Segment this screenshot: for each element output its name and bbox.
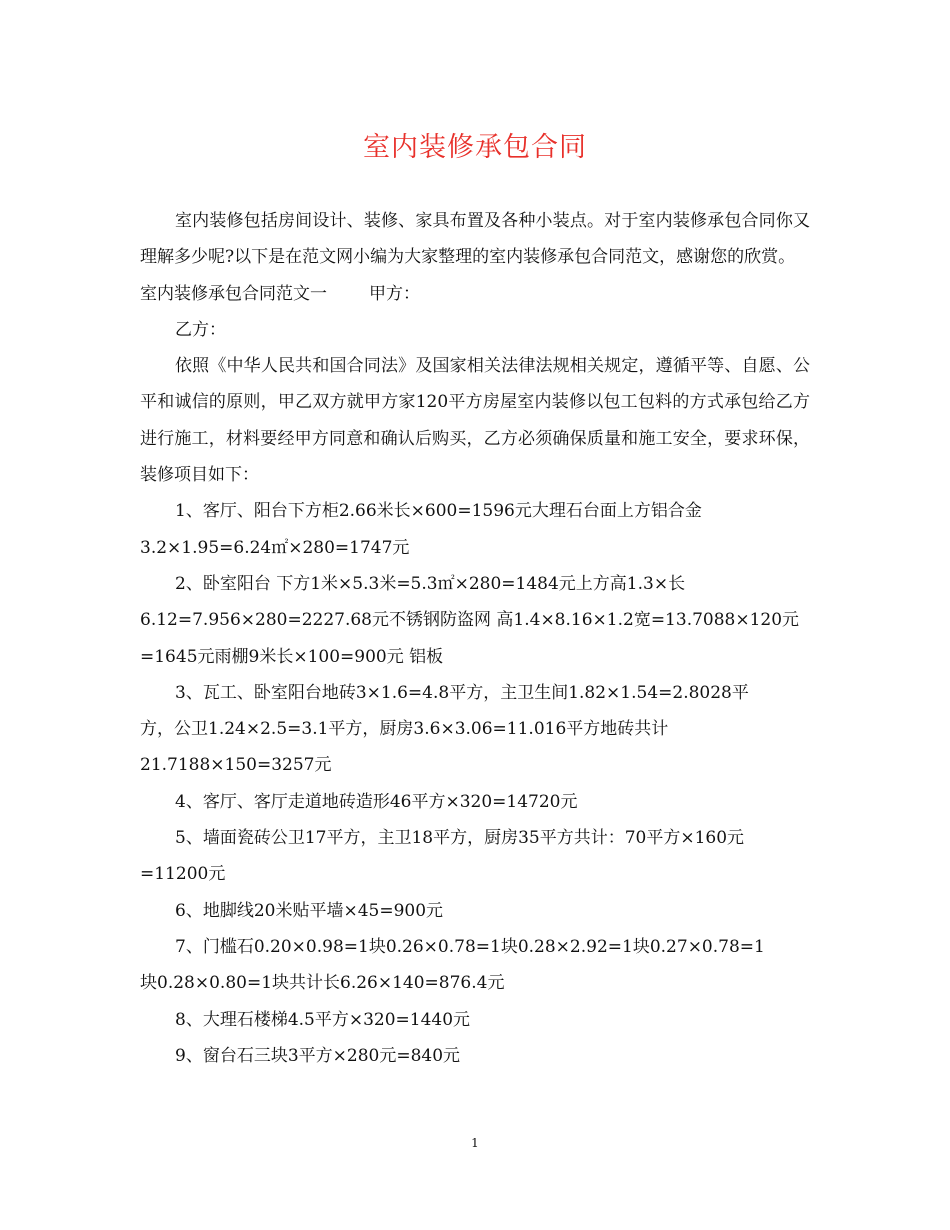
page-number: 1 xyxy=(471,1136,479,1150)
item-line: 5、墙面瓷砖公卫17平方，主卫18平方，厨房35平方共计：70平方×160元 xyxy=(175,828,745,849)
item-line: 7、门槛石0.20×0.98=1块0.26×0.78=1块0.28×2.92=1块0.27×0.78=1 xyxy=(175,936,765,957)
item-line: 6.12=7.956×280=2227.68元不锈钢防盗网 高1.4×8.16×1.2宽=13.7088×120元 xyxy=(140,610,800,631)
item-line: =11200元 xyxy=(140,864,226,885)
item-4 xyxy=(140,784,810,820)
item-9 xyxy=(140,1038,810,1074)
item-2 xyxy=(140,566,810,675)
item-8 xyxy=(140,1002,810,1038)
item-line: 1、客厅、阳台下方柜2.66米长×600=1596元大理石台面上方铝合金 xyxy=(175,501,702,522)
item-line: 块0.28×0.80=1块共计长6.26×140=876.4元 xyxy=(140,973,505,994)
intro-paragraph: 室内装修包括房间设计、装修、家具布置及各种小装点。对于室内装修承包合同你又理解多少呢?以下是在范文网小编为大家整理的室内装修承包合同范文，感谢您的欣赏。 xyxy=(140,211,810,268)
item-7 xyxy=(140,929,810,1002)
item-3 xyxy=(140,675,810,784)
item-line: 2、卧室阳台 下方1米×5.3米=5.3㎡×280=1484元上方高1.3×长 xyxy=(175,573,686,594)
item-line: 21.7188×150=3257元 xyxy=(140,755,332,776)
preamble-paragraph: 依照《中华人民共和国合同法》及国家相关法律法规相关规定，遵循平等、自愿、公平和诚信的原则，甲乙双方就甲方家120平方房屋室内装修以包工包料的方式承包给乙方进行施工，材料要经甲方同意和确认后购买，乙方必须确保质量和施工安全，要求环保，装修项目如下： xyxy=(140,356,810,486)
party-b-label: 乙方： xyxy=(175,319,226,340)
document-title: 室内装修承包合同 xyxy=(363,132,587,163)
item-line: 6、地脚线20米贴平墙×45=900元 xyxy=(175,900,444,921)
item-line: 方，公卫1.24×2.5=3.1平方，厨房3.6×3.06=11.016平方地砖共计 xyxy=(140,719,669,740)
party-a-label: 甲方： xyxy=(369,283,420,304)
item-line: 4、客厅、客厅走道地砖造形46平方×320=14720元 xyxy=(175,791,578,812)
item-1 xyxy=(140,493,810,566)
sample-heading-line xyxy=(140,276,810,312)
item-line: 8、大理石楼梯4.5平方×320=1440元 xyxy=(175,1009,471,1030)
item-6 xyxy=(140,893,810,929)
sample-heading: 室内装修承包合同范文一 xyxy=(140,283,327,304)
item-line: 9、窗台石三块3平方×280元=840元 xyxy=(175,1045,461,1066)
item-line: 3、瓦工、卧室阳台地砖3×1.6=4.8平方，主卫生间1.82×1.54=2.8028平 xyxy=(175,682,749,703)
item-line: 3.2×1.95=6.24㎡×280=1747元 xyxy=(140,537,410,558)
item-5 xyxy=(140,820,810,893)
item-line: =1645元雨棚9米长×100=900元 铝板 xyxy=(140,646,444,667)
document-body xyxy=(140,203,810,1074)
